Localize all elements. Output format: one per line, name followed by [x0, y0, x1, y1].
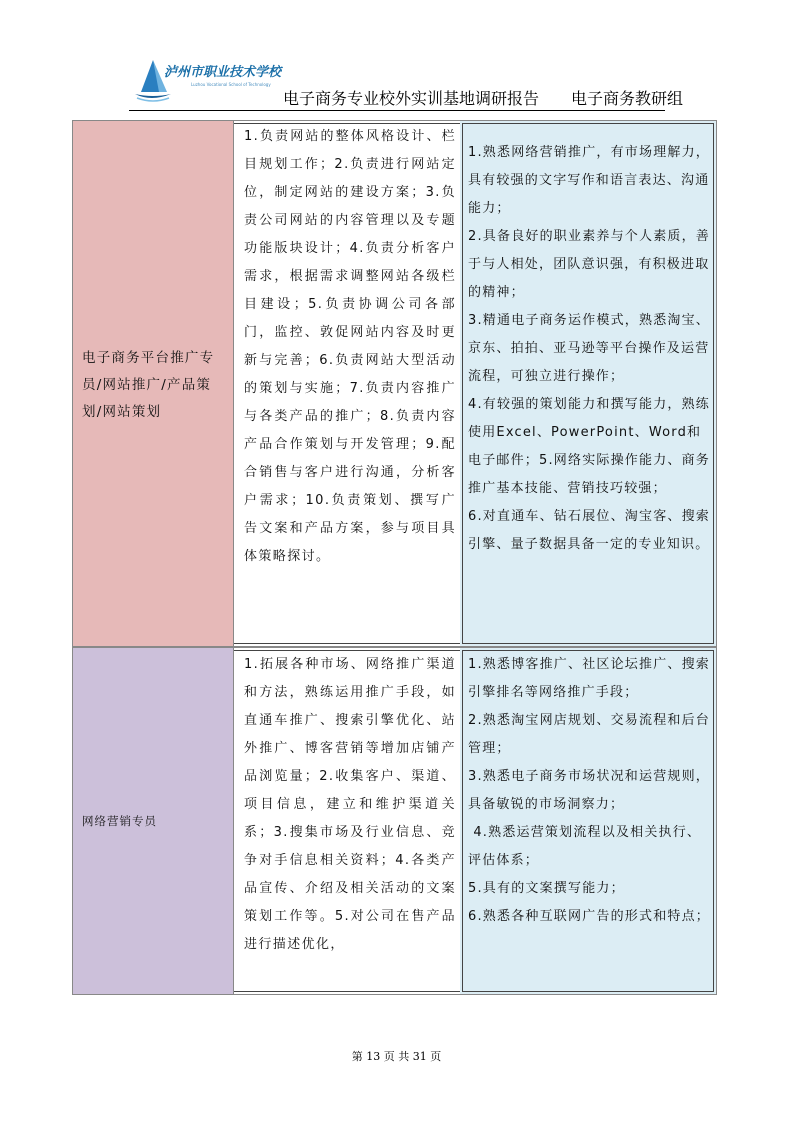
- school-logo: [133, 58, 282, 104]
- duties-cell: [234, 120, 460, 647]
- role-title: 网络营销专员: [82, 814, 157, 828]
- table-row: [72, 647, 717, 995]
- table-row: [72, 120, 717, 647]
- requirement-item: 1.熟悉博客推广、社区论坛推广、搜索引擎排名等网络推广手段；: [468, 657, 711, 700]
- role-cell: [72, 647, 234, 995]
- page-header-title: 电子商务专业校外实训基地调研报告 电子商务教研组: [283, 89, 684, 108]
- role-cell: [72, 120, 234, 647]
- requirements-cell: [460, 120, 717, 647]
- logo-subtext: Luzhou Vocational School of Technology: [191, 82, 271, 87]
- requirements-list: [468, 651, 710, 931]
- duties-text: 1.拓展各种市场、网络推广渠道和方法，熟练运用推广手段，如直通车推广、搜索引擎优化、站外推广、博客营销等增加店铺产品浏览量；2.收集客户、渠道、项目信息，建立和维护渠道关系；3.搜集市场及行业信息、竞争对手信息相关资料；4.各类产品宣传、介绍及相关活动的文案策划工作等。5.对公司在售产品进行描述优化，: [244, 657, 456, 952]
- requirement-item: 2.熟悉淘宝网店规划、交易流程和后台管理；: [468, 713, 711, 756]
- requirement-item: 4.有较强的策划能力和撰写能力，熟练使用Excel、PowerPoint、Word和电子邮件；5.网络实际操作能力、商务推广基本技能、营销技巧较强；: [468, 397, 711, 496]
- requirement-item: 3.熟悉电子商务市场状况和运营规则，具备敏锐的市场洞察力；: [468, 769, 711, 812]
- page-number: 第 13 页 共 31 页: [351, 1050, 442, 1063]
- requirement-item: 6.熟悉各种互联网广告的形式和特点；: [468, 909, 711, 924]
- logo-text: 泸州市职业技术学校: [164, 65, 282, 80]
- duties-cell: [234, 647, 460, 995]
- requirement-item: 6.对直通车、钻石展位、淘宝客、搜索引擎、量子数据具备一定的专业知识。: [468, 509, 711, 552]
- job-requirements-table: [72, 120, 717, 995]
- requirements-list: [468, 139, 710, 559]
- role-title: 电子商务平台推广专员/网站推广/产品策划/网站策划: [82, 350, 215, 420]
- requirement-item: 1.熟悉网络营销推广，有市场理解力，具有较强的文字写作和语言表达、沟通能力；: [468, 145, 711, 216]
- requirement-item: 3.精通电子商务运作模式，熟悉淘宝、京东、拍拍、亚马逊等平台操作及运营流程，可独立进行操作；: [468, 313, 711, 384]
- requirement-item: 4.熟悉运营策划流程以及相关执行、评估体系；: [468, 825, 702, 868]
- requirement-item: 5.具有的文案撰写能力；: [468, 881, 625, 896]
- requirements-cell: [460, 647, 717, 995]
- header-divider: [129, 110, 665, 111]
- requirement-item: 2.具备良好的职业素养与个人素质，善于与人相处，团队意识强，有积极进取的精神；: [468, 229, 711, 300]
- duties-text: 1.负责网站的整体风格设计、栏目规划工作；2.负责进行网站定位，制定网站的建设方案；3.负责公司网站的内容管理以及专题功能版块设计；4.负责分析客户需求，根据需求调整网站各级栏目建设；5.负责协调公司各部门，监控、敦促网站内容及时更新与完善；6.负责网站大型活动的策划与实施；7.负责内容推广与各类产品的推广；8.负责内容产品合作策划与开发管理；9.配合销售与客户进行沟通，分析客户需求；10.负责策划、撰写广告文案和产品方案，参与项目具体策略探讨。: [244, 129, 456, 564]
